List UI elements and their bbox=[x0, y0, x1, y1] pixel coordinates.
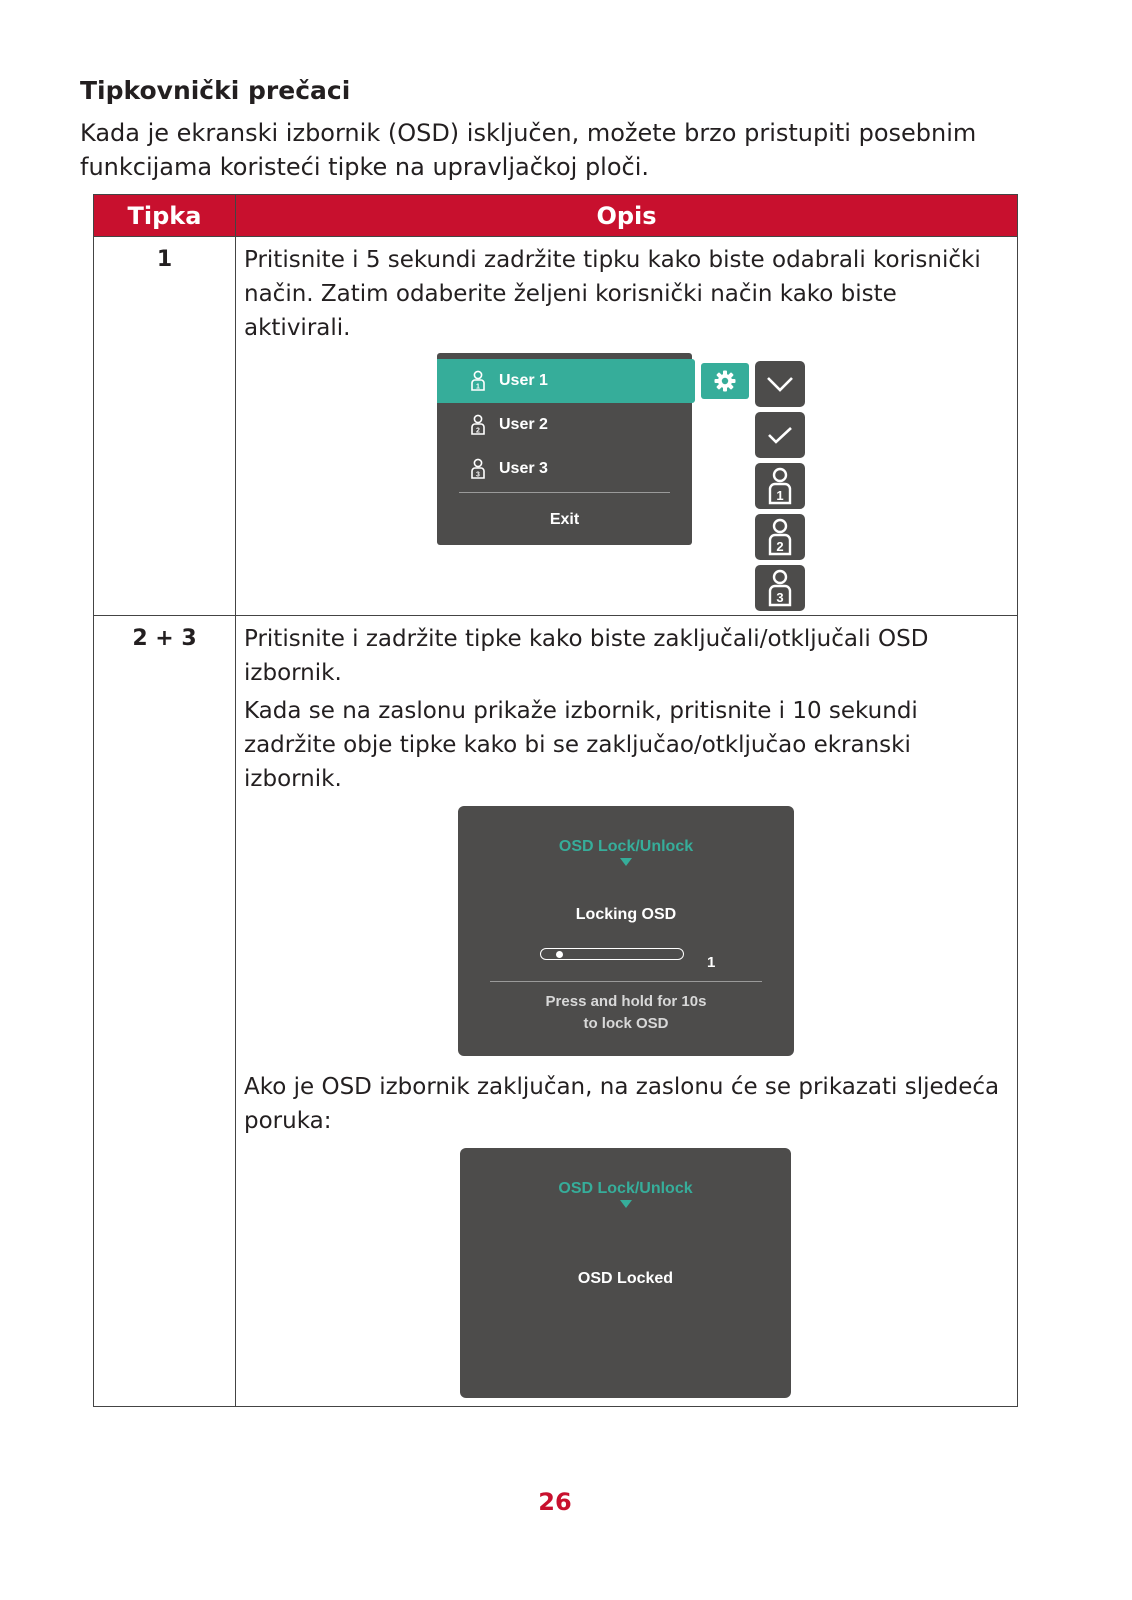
dialog-divider bbox=[490, 981, 762, 982]
menu-exit[interactable]: Exit bbox=[549, 511, 580, 528]
svg-text:3: 3 bbox=[776, 590, 784, 605]
osd-lock-dialog bbox=[458, 806, 794, 1056]
menu-divider bbox=[459, 492, 670, 493]
menu-item-user-3[interactable] bbox=[437, 447, 692, 491]
header-description: Opis bbox=[236, 195, 1018, 237]
dialog-note-line: Press and hold for 10s bbox=[545, 993, 707, 1010]
key-label: 1 bbox=[94, 237, 236, 616]
menu-item-label: User 2 bbox=[499, 416, 548, 433]
menu-item-label: User 1 bbox=[499, 372, 548, 389]
dialog-title: OSD Lock/Unlock bbox=[558, 1180, 693, 1197]
svg-text:2: 2 bbox=[476, 427, 480, 435]
svg-text:1: 1 bbox=[476, 383, 480, 391]
user-icon bbox=[469, 414, 487, 436]
slider-value: 1 bbox=[707, 954, 716, 971]
shortcut-table bbox=[93, 194, 1018, 1407]
slider-knob bbox=[556, 951, 563, 958]
section-title: Tipkovnički prečaci bbox=[80, 76, 351, 105]
table-row bbox=[94, 237, 1018, 616]
chevron-down-icon[interactable] bbox=[755, 361, 805, 407]
user-mode-osd bbox=[244, 345, 1009, 607]
lock-progress-slider bbox=[540, 948, 684, 960]
user3-icon[interactable] bbox=[755, 565, 805, 611]
header-key: Tipka bbox=[94, 195, 236, 237]
triangle-down-icon bbox=[620, 1200, 632, 1208]
user2-icon[interactable] bbox=[755, 514, 805, 560]
description-cell bbox=[236, 616, 1018, 1407]
dialog-label: Locking OSD bbox=[575, 906, 677, 923]
svg-text:1: 1 bbox=[776, 488, 784, 503]
osd-locked-dialog bbox=[460, 1148, 791, 1398]
table-row bbox=[94, 616, 1018, 1407]
description-text: Kada se na zaslonu prikaže izbornik, pritisnite i 10 sekundi zadržite obje tipke kako bi se zaključao/otključao ekranski izbornik. bbox=[244, 698, 918, 792]
menu-item-user-2[interactable] bbox=[437, 403, 692, 447]
description-text: Pritisnite i zadržite tipke kako biste zaključali/otključali OSD izbornik. bbox=[244, 626, 929, 686]
svg-text:2: 2 bbox=[776, 539, 784, 554]
dialog-note bbox=[458, 991, 794, 1035]
description-text: Ako je OSD izbornik zaključan, na zaslonu će se prikazati sljedeća poruka: bbox=[244, 1074, 1000, 1134]
description-text: Pritisnite i 5 sekundi zadržite tipku kako biste odabrali korisnički način. Zatim odaberite željeni korisnički način kako biste aktivirali. bbox=[244, 247, 981, 341]
checkmark-icon[interactable] bbox=[755, 412, 805, 458]
menu-item-user-1[interactable] bbox=[437, 359, 695, 403]
gear-icon[interactable] bbox=[701, 363, 749, 399]
dialog-title: OSD Lock/Unlock bbox=[558, 838, 694, 855]
menu-item-label: User 3 bbox=[499, 460, 548, 477]
user1-icon[interactable] bbox=[755, 463, 805, 509]
user-icon bbox=[469, 370, 487, 392]
description-cell bbox=[236, 237, 1018, 616]
intro-paragraph: Kada je ekranski izbornik (OSD) isključen, možete brzo pristupiti posebnim funkcijama koristeći tipke na upravljačkoj ploči. bbox=[80, 119, 977, 181]
triangle-down-icon bbox=[620, 858, 632, 866]
dialog-message: OSD Locked bbox=[577, 1270, 674, 1287]
page-number: 26 bbox=[538, 1488, 572, 1516]
dialog-note-line: to lock OSD bbox=[583, 1015, 669, 1032]
svg-text:3: 3 bbox=[476, 471, 480, 479]
user-mode-menu bbox=[437, 353, 692, 545]
key-label: 2 + 3 bbox=[94, 616, 236, 1407]
user-icon bbox=[469, 458, 487, 480]
